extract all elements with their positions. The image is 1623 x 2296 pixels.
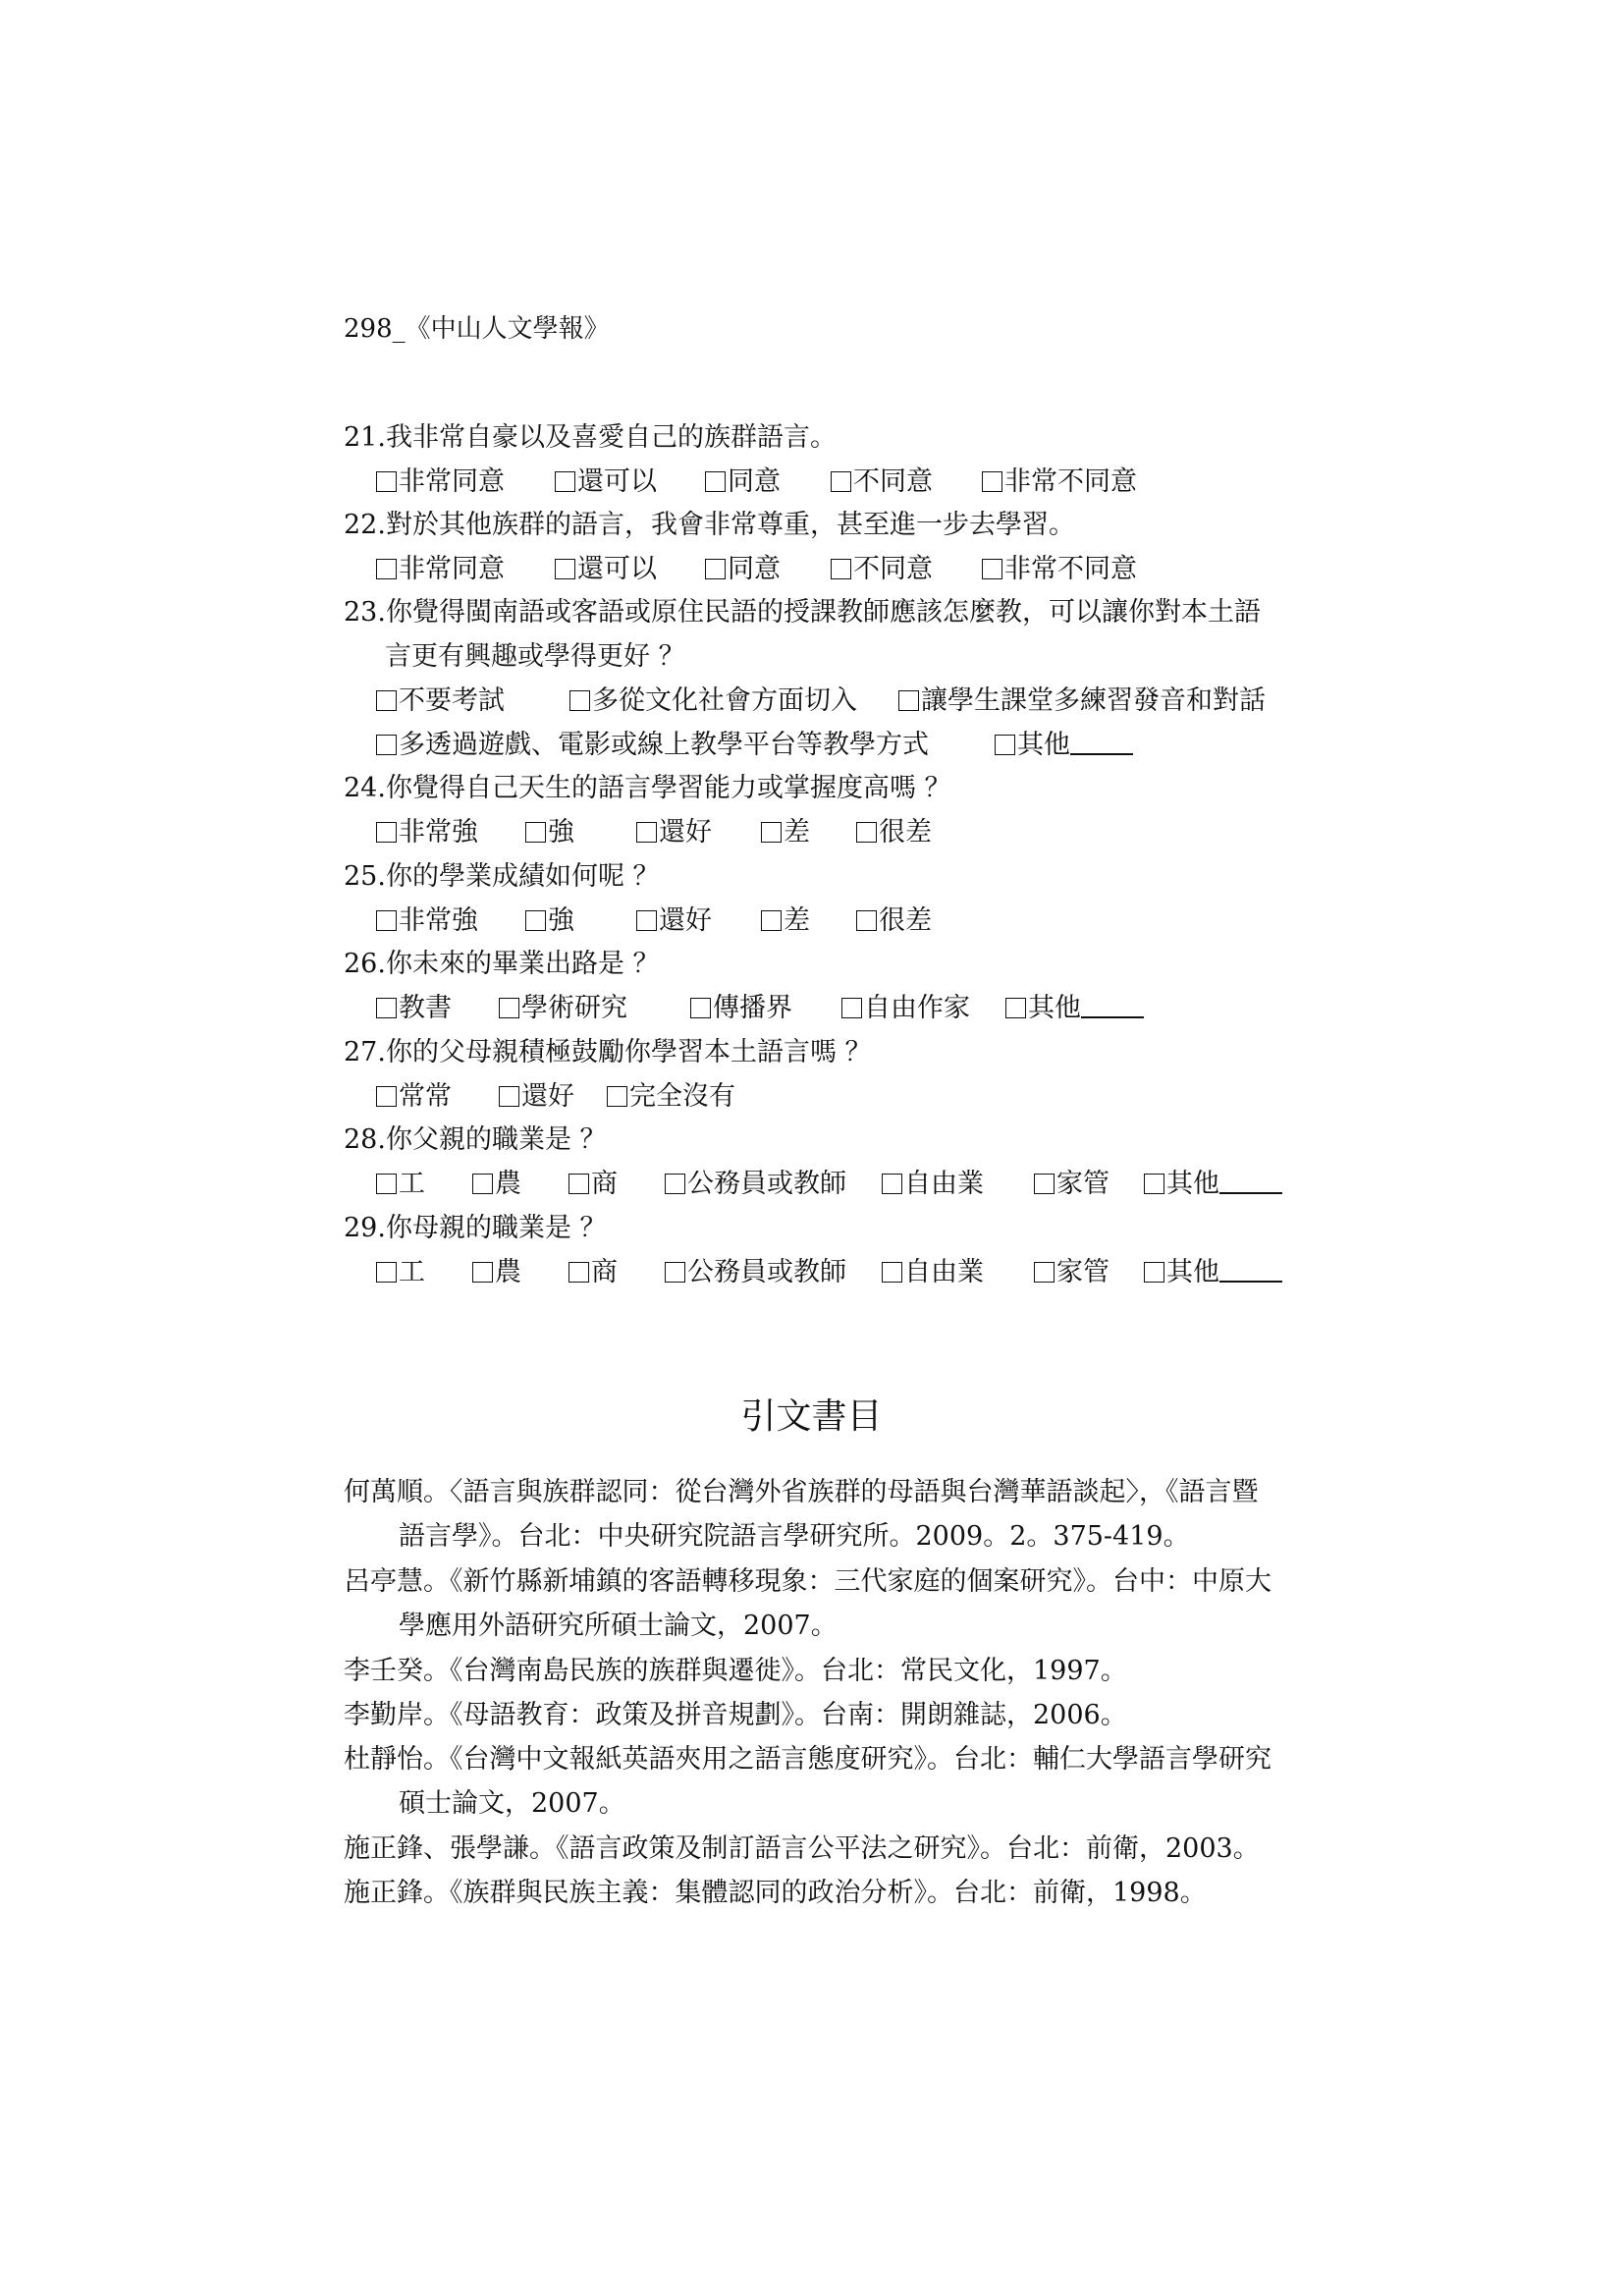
- option-checkbox[interactable]: 強: [525, 900, 574, 943]
- checkbox-icon: [472, 1262, 493, 1283]
- option-checkbox[interactable]: 非常不同意: [982, 461, 1137, 504]
- option-checkbox[interactable]: 家管: [1034, 1251, 1109, 1294]
- option-checkbox[interactable]: 很差: [856, 811, 932, 854]
- checkbox-icon: [856, 822, 877, 843]
- fill-in-blank[interactable]: [1219, 1255, 1282, 1283]
- checkbox-icon: [472, 1174, 493, 1194]
- reference-entry-continuation: 碩士論文，2007。: [399, 1788, 625, 1819]
- reference-entry: 施正鋒。《族群與民族主義：集體認同的政治分析》。台北：前衛，1998。: [344, 1878, 1207, 1908]
- option-checkbox[interactable]: 不同意: [831, 548, 933, 591]
- option-checkbox[interactable]: 還好: [499, 1075, 574, 1119]
- checkbox-icon: [607, 1086, 627, 1107]
- checkbox-icon: [831, 559, 851, 579]
- question-21: 21.我非常自豪以及喜愛自己的族群語言。: [344, 422, 837, 453]
- fill-in-blank[interactable]: [1081, 991, 1144, 1018]
- reference-entry: 李壬癸。《台灣南島民族的族群與遷徙》。台北：常民文化，1997。: [344, 1656, 1127, 1686]
- option-checkbox-other[interactable]: 其他: [1144, 1251, 1282, 1294]
- checkbox-icon: [898, 690, 919, 711]
- checkbox-icon: [376, 735, 397, 755]
- checkbox-icon: [376, 1262, 397, 1283]
- checkbox-icon: [376, 1086, 397, 1107]
- option-checkbox[interactable]: 自由業: [882, 1251, 984, 1294]
- checkbox-icon: [636, 822, 657, 843]
- option-checkbox[interactable]: 多從文化社會方面切入: [569, 680, 857, 723]
- option-checkbox[interactable]: 差: [761, 900, 810, 943]
- reference-entry: 何萬順。〈語言與族群認同：從台灣外省族群的母語與台灣華語談起〉，《語言暨: [344, 1477, 1259, 1507]
- checkbox-icon: [995, 735, 1015, 755]
- option-checkbox[interactable]: 自由業: [882, 1163, 984, 1206]
- checkbox-icon: [665, 1262, 685, 1283]
- option-checkbox[interactable]: 還好: [636, 900, 712, 943]
- option-checkbox[interactable]: 自由作家: [841, 987, 970, 1030]
- checkbox-icon: [705, 559, 726, 579]
- option-checkbox[interactable]: 很差: [856, 900, 932, 943]
- reference-entry: 施正鋒、張學謙。《語言政策及制訂語言公平法之研究》。台北：前衛，2003。: [344, 1833, 1260, 1864]
- checkbox-icon: [761, 822, 782, 843]
- checkbox-icon: [569, 690, 590, 711]
- option-checkbox[interactable]: 同意: [705, 548, 781, 591]
- checkbox-icon: [376, 471, 397, 492]
- checkbox-icon: [665, 1174, 685, 1194]
- checkbox-icon: [882, 1262, 902, 1283]
- fill-in-blank[interactable]: [1219, 1167, 1282, 1194]
- option-checkbox[interactable]: 公務員或教師: [665, 1251, 846, 1294]
- checkbox-icon: [376, 910, 397, 931]
- question-23: 23.你覺得閩南語或客語或原住民語的授課教師應該怎麼教，可以讓你對本土語: [344, 597, 1261, 628]
- checkbox-icon: [376, 559, 397, 579]
- checkbox-icon: [1005, 998, 1026, 1018]
- option-checkbox-other[interactable]: 其他: [1144, 1163, 1282, 1206]
- option-checkbox[interactable]: 強: [525, 811, 574, 854]
- checkbox-icon: [568, 1262, 589, 1283]
- reference-entry: 杜靜怡。《台灣中文報紙英語夾用之語言態度研究》。台北：輔仁大學語言學研究: [344, 1744, 1271, 1775]
- option-checkbox[interactable]: 還可以: [555, 461, 657, 504]
- reference-entry: 呂亭慧。《新竹縣新埔鎮的客語轉移現象：三代家庭的個案研究》。台中：中原大: [344, 1566, 1271, 1597]
- option-checkbox[interactable]: 農: [472, 1251, 521, 1294]
- option-checkbox[interactable]: 同意: [705, 461, 781, 504]
- checkbox-icon: [376, 998, 397, 1018]
- checkbox-icon: [376, 1174, 397, 1194]
- checkbox-icon: [1144, 1174, 1164, 1194]
- option-checkbox[interactable]: 非常強: [376, 811, 478, 854]
- question-22: 22.對於其他族群的語言，我會非常尊重，甚至進一步去學習。: [344, 510, 1075, 540]
- reference-entry: 李勤岸。《母語教育：政策及拼音規劃》。台南：開朗雜誌，2006。: [344, 1700, 1127, 1730]
- option-checkbox[interactable]: 差: [761, 811, 810, 854]
- option-checkbox[interactable]: 學術研究: [499, 987, 627, 1030]
- option-checkbox[interactable]: 傳播界: [690, 987, 792, 1030]
- option-checkbox[interactable]: 教書: [376, 987, 452, 1030]
- checkbox-icon: [982, 471, 1002, 492]
- checkbox-icon: [1034, 1174, 1055, 1194]
- question-23-continuation: 言更有興趣或學得更好 ？: [385, 641, 685, 672]
- reference-entry-continuation: 學應用外語研究所碩士論文，2007。: [399, 1611, 838, 1641]
- checkbox-icon: [568, 1174, 589, 1194]
- question-28: 28.你父親的職業是 ？: [344, 1124, 607, 1155]
- question-27: 27.你的父母親積極鼓勵你學習本土語言嗎 ？: [344, 1037, 872, 1067]
- checkbox-icon: [376, 822, 397, 843]
- running-head: 298_《中山人文學報》: [344, 314, 610, 344]
- question-26: 26.你未來的畢業出路是 ？: [344, 949, 660, 979]
- checkbox-icon: [705, 471, 726, 492]
- option-checkbox[interactable]: 完全沒有: [607, 1075, 735, 1119]
- option-checkbox[interactable]: 多透過遊戲、電影或線上教學平台等教學方式: [376, 724, 929, 767]
- option-checkbox[interactable]: 非常不同意: [982, 548, 1137, 591]
- checkbox-icon: [555, 471, 575, 492]
- option-checkbox[interactable]: 非常同意: [376, 548, 505, 591]
- checkbox-icon: [882, 1174, 902, 1194]
- option-checkbox[interactable]: 還可以: [555, 548, 657, 591]
- checkbox-icon: [1144, 1262, 1164, 1283]
- question-29: 29.你母親的職業是 ？: [344, 1213, 607, 1243]
- checkbox-icon: [761, 910, 782, 931]
- option-checkbox[interactable]: 農: [472, 1163, 521, 1206]
- option-checkbox-other[interactable]: 其他: [1005, 987, 1144, 1030]
- option-checkbox[interactable]: 工: [376, 1163, 425, 1206]
- checkbox-icon: [856, 910, 877, 931]
- option-checkbox[interactable]: 非常強: [376, 900, 478, 943]
- checkbox-icon: [841, 998, 862, 1018]
- checkbox-icon: [525, 910, 546, 931]
- fill-in-blank[interactable]: [1070, 728, 1133, 755]
- option-checkbox[interactable]: 公務員或教師: [665, 1163, 846, 1206]
- checkbox-icon: [376, 690, 397, 711]
- question-24: 24.你覺得自己天生的語言學習能力或掌握度高嗎 ？: [344, 773, 951, 803]
- checkbox-icon: [982, 559, 1002, 579]
- option-checkbox[interactable]: 商: [568, 1251, 618, 1294]
- checkbox-icon: [1034, 1262, 1055, 1283]
- option-checkbox[interactable]: 工: [376, 1251, 425, 1294]
- question-25: 25.你的學業成績如何呢 ？: [344, 861, 660, 892]
- option-checkbox[interactable]: 讓學生課堂多練習發音和對話: [898, 680, 1266, 723]
- checkbox-icon: [636, 910, 657, 931]
- reference-entry-continuation: 語言學》。台北：中央研究院語言學研究所。2009。2。375-419。: [399, 1521, 1190, 1552]
- option-checkbox[interactable]: 常常: [376, 1075, 452, 1119]
- option-checkbox[interactable]: 家管: [1034, 1163, 1109, 1206]
- checkbox-icon: [499, 1086, 519, 1107]
- option-checkbox[interactable]: 不同意: [831, 461, 933, 504]
- option-checkbox[interactable]: 不要考試: [376, 680, 505, 723]
- checkbox-icon: [690, 998, 711, 1018]
- checkbox-icon: [831, 471, 851, 492]
- option-checkbox[interactable]: 還好: [636, 811, 712, 854]
- references-heading: 引文書目: [740, 1396, 883, 1437]
- checkbox-icon: [499, 998, 519, 1018]
- checkbox-icon: [525, 822, 546, 843]
- option-checkbox[interactable]: 非常同意: [376, 461, 505, 504]
- option-checkbox[interactable]: 商: [568, 1163, 618, 1206]
- checkbox-icon: [555, 559, 575, 579]
- option-checkbox-other[interactable]: 其他: [995, 724, 1133, 767]
